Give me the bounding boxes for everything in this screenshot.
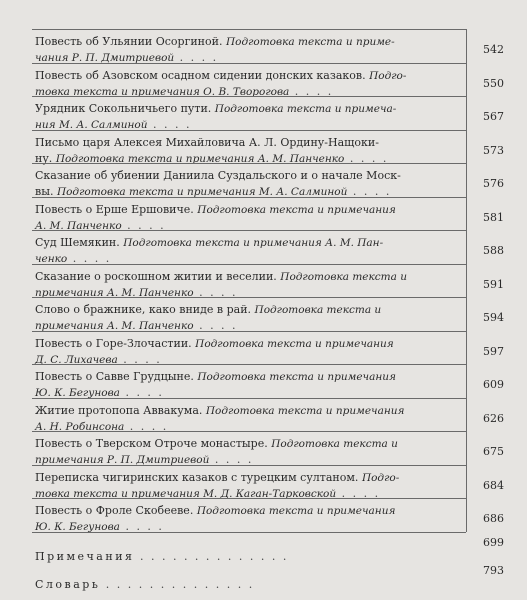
entry-credit: Подготовка текста и примечания bbox=[195, 337, 394, 350]
entry-credit: товка текста и примечания М. Д. Каган-Тарковской bbox=[35, 487, 337, 500]
entry-credit: Подготовка текста и примеча- bbox=[214, 103, 397, 115]
entry-line-1 bbox=[0, 67, 527, 84]
leader-dots: . . . . bbox=[119, 520, 164, 533]
page-number: 588 bbox=[483, 244, 504, 257]
row-divider bbox=[32, 431, 466, 432]
entry-title: Повесть о Фроле Скобееве. bbox=[35, 504, 194, 517]
leader-dots: . . . . bbox=[193, 285, 238, 299]
leader-dots: . . . . bbox=[347, 185, 392, 198]
entry-title: Сказание об убиении Даниила Суздальского и о начале Моск- bbox=[35, 169, 401, 182]
row-divider bbox=[32, 498, 466, 499]
leader-dots: . . . . bbox=[344, 151, 389, 165]
leader-dots: . . . . bbox=[289, 84, 334, 98]
entry-title: Слово о бражнике, како вниде в рай. bbox=[35, 303, 252, 316]
entry-credit: ния М. А. Салминой bbox=[35, 119, 148, 131]
entry-credit: Подготовка текста и bbox=[254, 304, 382, 316]
entry-line-1 bbox=[0, 134, 527, 151]
page-number: 699 bbox=[483, 536, 504, 549]
glossary-entry-text bbox=[35, 576, 254, 593]
entry-line-1 bbox=[0, 335, 527, 352]
entry-credit: Подготовка текста и bbox=[280, 270, 407, 283]
page-number: 591 bbox=[483, 277, 504, 291]
entry-title: Повесть о Горе-Злочастии. bbox=[35, 336, 192, 350]
entry-title: Переписка чигиринских казаков с турецким султаном. bbox=[35, 470, 359, 484]
entry-title: Письмо царя Алексея Михайловича А. Л. Ордину-Нащоки- bbox=[35, 135, 379, 149]
leader-dots: . . . . . . . . . . . . . . bbox=[100, 578, 255, 591]
page-number: 576 bbox=[483, 177, 504, 190]
entry-line-1 bbox=[0, 100, 527, 117]
leader-dots: . . . . bbox=[174, 51, 219, 64]
entry-credit: чания Р. П. Дмитриевой bbox=[35, 52, 175, 64]
entry-title: Сказание о роскошном житии и веселии. bbox=[35, 269, 277, 283]
page-number: 550 bbox=[483, 76, 504, 90]
leader-dots: . . . . bbox=[67, 252, 112, 265]
notes-entry-text bbox=[35, 548, 288, 565]
toc-entry bbox=[0, 96, 527, 130]
page-number: 686 bbox=[483, 512, 504, 525]
toc-entry bbox=[0, 331, 527, 365]
leader-dots: . . . . . . . . . . . . . . bbox=[134, 550, 289, 563]
entry-line-1 bbox=[0, 402, 527, 419]
entry-text bbox=[35, 518, 164, 536]
toc-entry bbox=[0, 230, 527, 264]
leader-dots: . . . . bbox=[193, 319, 238, 332]
toc-entry bbox=[0, 364, 527, 398]
row-divider bbox=[32, 364, 466, 365]
entry-line-1 bbox=[0, 33, 527, 50]
entry-credit: А. М. Панченко bbox=[35, 219, 122, 232]
page-number: 675 bbox=[483, 445, 504, 458]
page-number: 594 bbox=[483, 311, 504, 324]
page-number: 567 bbox=[483, 110, 504, 123]
entry-title: Житие протопопа Аввакума. bbox=[35, 403, 203, 417]
entry-text bbox=[35, 134, 379, 151]
entry-line-1 bbox=[0, 234, 527, 251]
entry-title: Повесть о Ерше Ершовиче. bbox=[35, 202, 194, 216]
toc-entry bbox=[0, 130, 527, 164]
leader-dots: . . . . bbox=[117, 352, 162, 366]
entry-title: Повесть о Савве Грудцыне. bbox=[35, 370, 194, 383]
row-divider bbox=[32, 96, 466, 97]
row-divider bbox=[32, 264, 466, 265]
toc-entry bbox=[0, 163, 527, 197]
entry-credit: примечания А. М. Панченко bbox=[35, 286, 194, 299]
page-number: 542 bbox=[483, 43, 504, 56]
row-divider bbox=[32, 297, 466, 298]
entry-line-1 bbox=[0, 435, 527, 452]
page-number: 609 bbox=[483, 378, 504, 391]
page-number: 597 bbox=[483, 344, 504, 358]
row-divider bbox=[32, 532, 466, 533]
leader-dots: . . . . bbox=[209, 453, 254, 466]
page-number: 684 bbox=[483, 478, 504, 492]
entry-credit: Подготовка текста и примечания bbox=[205, 404, 405, 417]
row-divider bbox=[32, 63, 466, 64]
toc-entry bbox=[0, 264, 527, 298]
entry-credit: Д. С. Лихачева bbox=[35, 353, 118, 366]
row-divider bbox=[32, 398, 466, 399]
entry-credit: примечания А. М. Панченко bbox=[35, 320, 194, 332]
toc-entry bbox=[0, 431, 527, 465]
notes-entry bbox=[0, 548, 527, 565]
entry-credit: Подготовка текста и примечания А. М. Пан- bbox=[123, 237, 384, 249]
entry-credit: Подготовка текста и примечания bbox=[197, 371, 396, 383]
entry-title: вы. bbox=[35, 185, 54, 198]
entry-line-1 bbox=[0, 368, 527, 385]
entry-title: Повесть об Ульянии Осоргиной. bbox=[35, 35, 223, 48]
entry-title: Повесть об Азовском осадном сидении донских казаков. bbox=[35, 68, 366, 82]
entry-credit: примечания Р. П. Дмитриевой bbox=[35, 454, 210, 466]
entry-credit: Подготовка текста и bbox=[271, 438, 398, 450]
entry-credit: Подготовка текста и примечания bbox=[197, 203, 396, 216]
toc-entry bbox=[0, 398, 527, 432]
page-number: 793 bbox=[483, 564, 504, 577]
toc-entry bbox=[0, 498, 527, 532]
glossary-entry-label: Словарь bbox=[35, 578, 101, 591]
entry-credit: Подготовка текста и примечания М. А. Салминой bbox=[56, 186, 348, 198]
leader-dots: . . . . bbox=[147, 118, 192, 131]
leader-dots: . . . . bbox=[336, 486, 381, 500]
entry-credit: ченко bbox=[35, 253, 68, 265]
row-divider bbox=[32, 130, 466, 131]
entry-line-1 bbox=[0, 301, 527, 318]
entry-text bbox=[35, 167, 401, 184]
entry-credit: А. Н. Робинсона bbox=[35, 420, 125, 433]
entry-line-1 bbox=[0, 469, 527, 486]
row-divider bbox=[32, 163, 466, 164]
entry-line-1 bbox=[0, 201, 527, 218]
row-divider bbox=[32, 230, 466, 231]
entry-title: Повесть о Тверском Отроче монастыре. bbox=[35, 437, 268, 450]
entry-credit: Подго- bbox=[361, 471, 400, 484]
entry-line-1 bbox=[0, 502, 527, 519]
entry-title: ну. bbox=[35, 151, 53, 165]
entry-credit: Ю. К. Бегунова bbox=[35, 387, 120, 399]
toc-entry bbox=[0, 63, 527, 97]
entry-credit: Подго- bbox=[369, 69, 407, 82]
entry-line-1 bbox=[0, 167, 527, 184]
entry-credit: товка текста и примечания О. В. Творогова bbox=[35, 85, 290, 98]
leader-dots: . . . . bbox=[124, 419, 169, 433]
notes-entry-label: Примечания bbox=[35, 550, 135, 563]
page-number: 573 bbox=[483, 143, 504, 157]
page-number: 626 bbox=[483, 411, 504, 425]
toc-entry bbox=[0, 297, 527, 331]
toc-entry bbox=[0, 29, 527, 63]
entry-title: Урядник Сокольничьего пути. bbox=[35, 102, 212, 115]
page-number: 581 bbox=[483, 210, 504, 224]
entry-credit: Подготовка текста и приме- bbox=[225, 36, 395, 48]
leader-dots: . . . . bbox=[121, 218, 166, 232]
toc-entry bbox=[0, 465, 527, 499]
row-divider bbox=[32, 29, 466, 30]
toc-entry bbox=[0, 197, 527, 231]
entry-line-1 bbox=[0, 268, 527, 285]
leader-dots: . . . . bbox=[119, 386, 164, 399]
glossary-entry bbox=[0, 576, 527, 593]
entry-credit: Ю. К. Бегунова bbox=[35, 521, 120, 533]
entry-credit: Подготовка текста и примечания А. М. Панченко bbox=[55, 152, 345, 165]
row-divider bbox=[32, 331, 466, 332]
row-divider bbox=[32, 197, 466, 198]
entry-title: Суд Шемякин. bbox=[35, 236, 120, 249]
row-divider bbox=[32, 465, 466, 466]
entry-credit: Подготовка текста и примечания bbox=[196, 505, 396, 517]
